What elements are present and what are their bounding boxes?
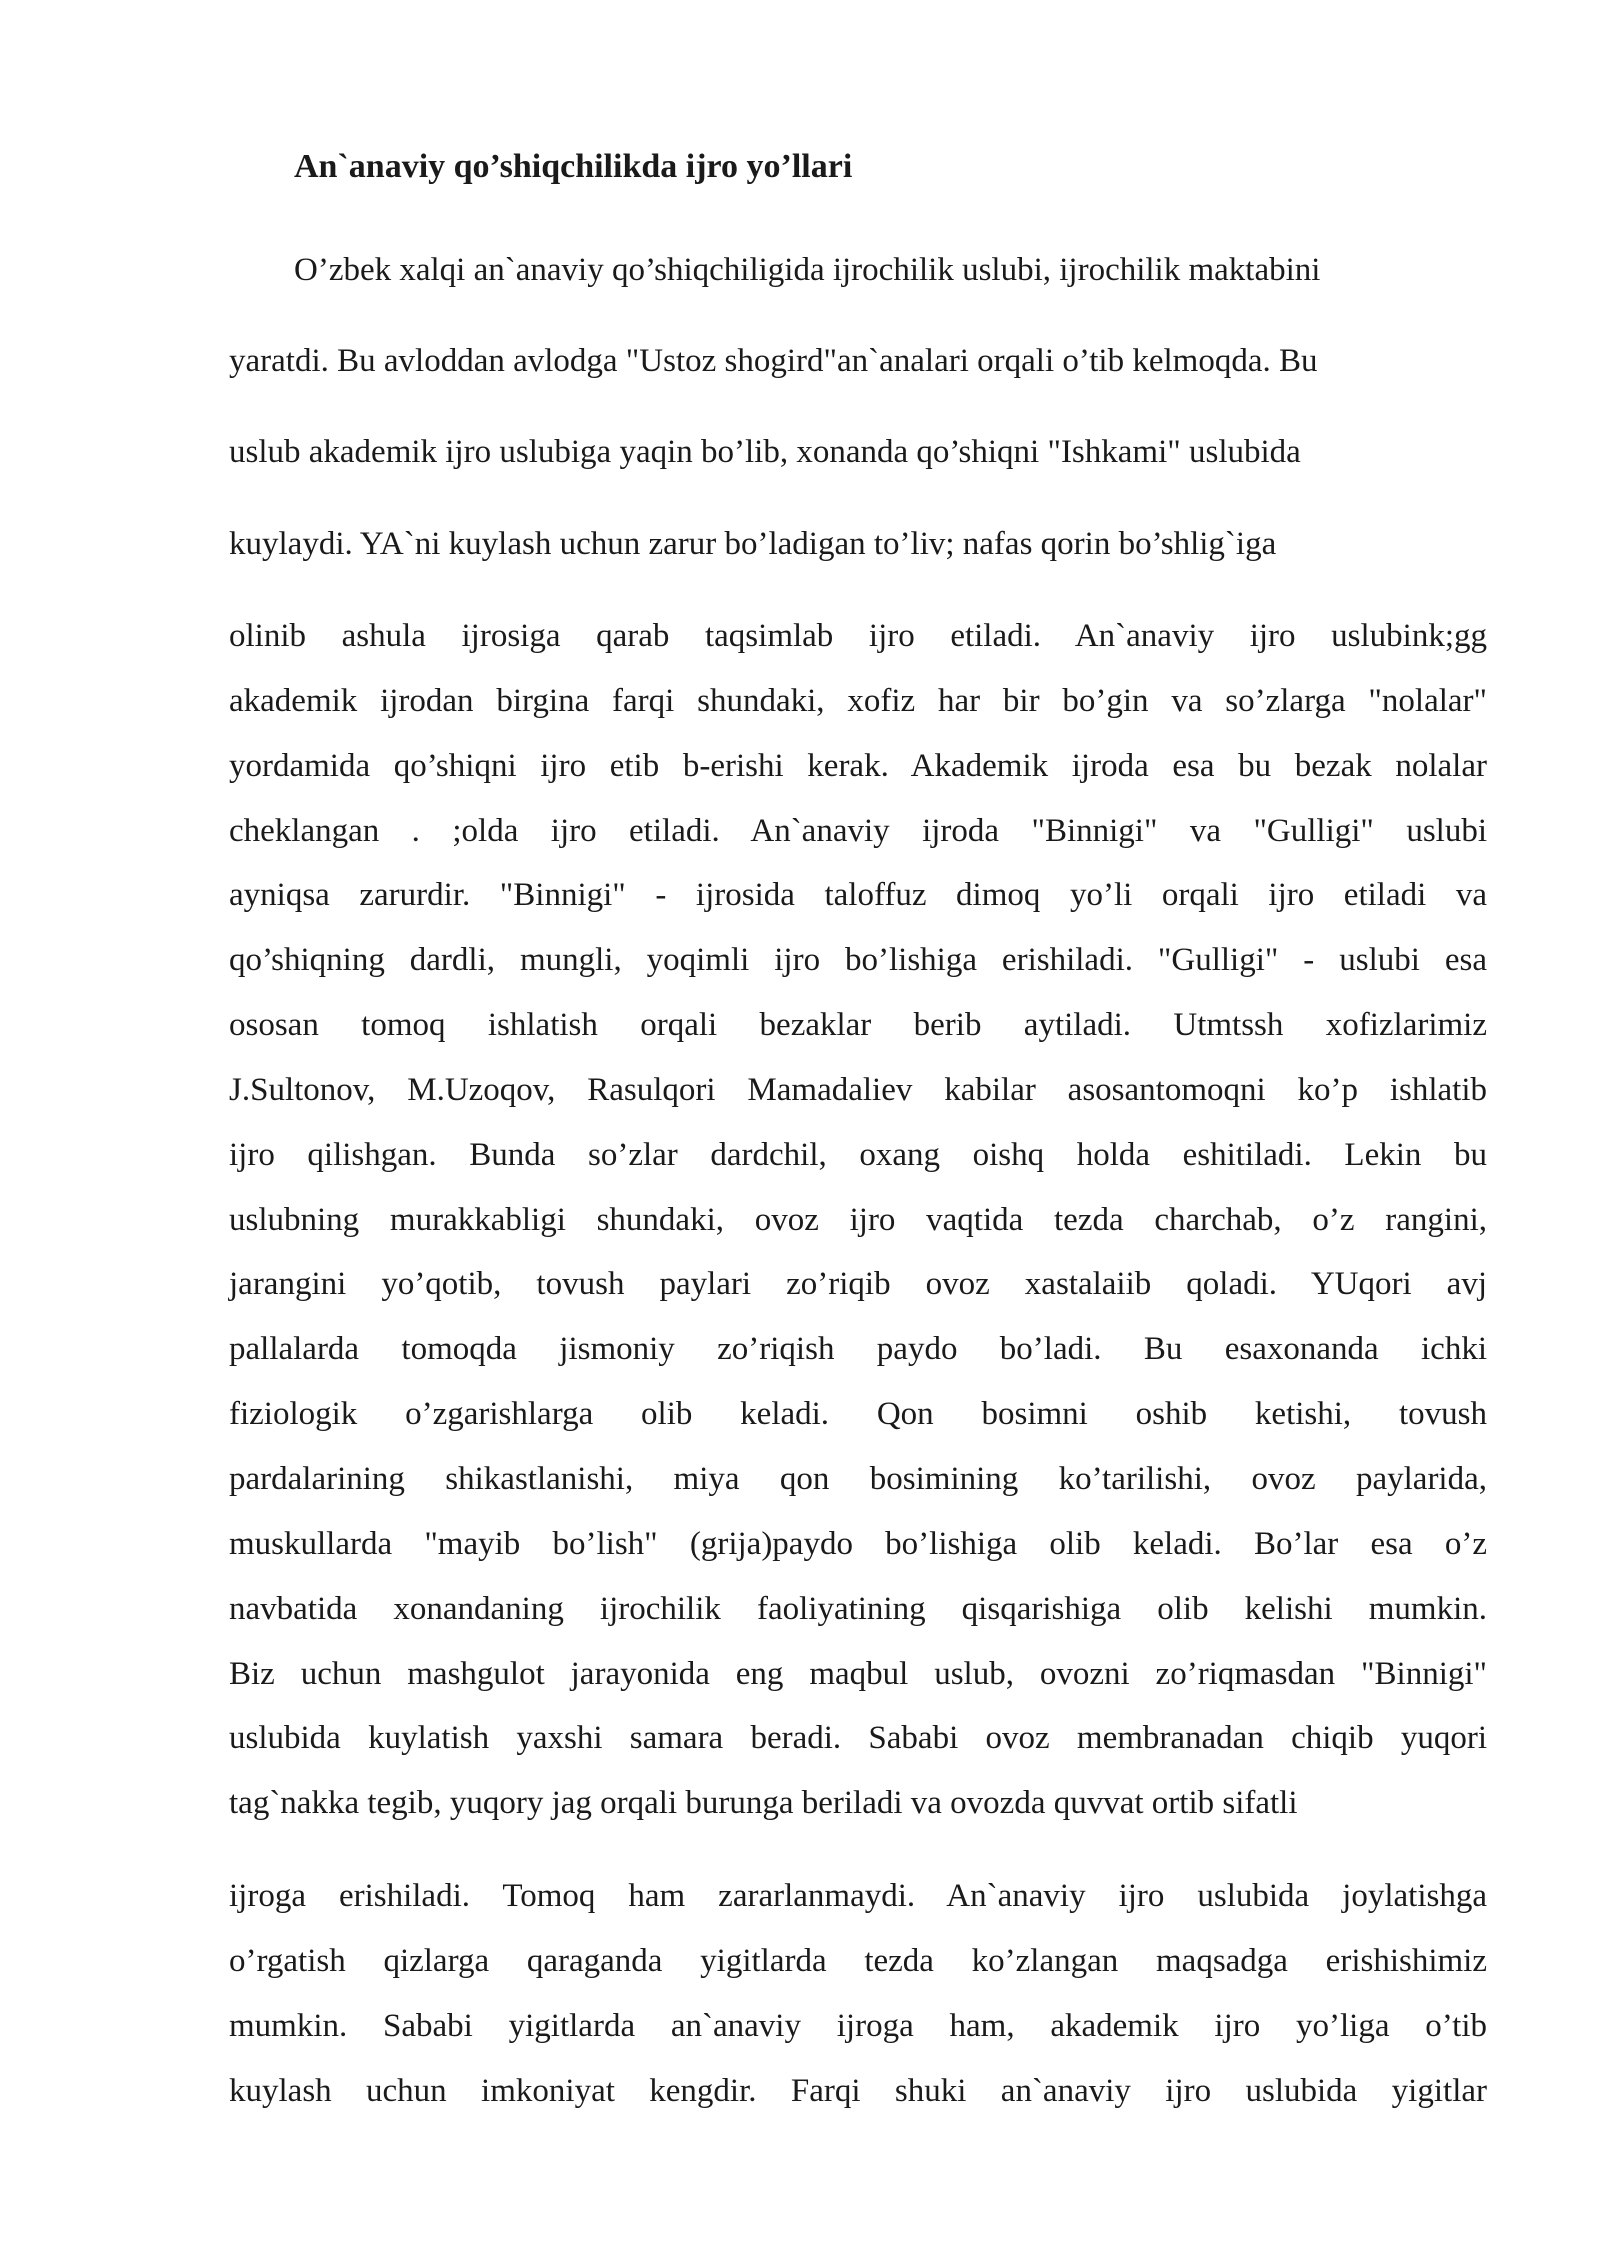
paragraph-line: yordamida qo’shiqni ijro etib b-erishi kerak. Akademik ijroda esa bu bezak nolalar [229,748,1487,784]
paragraph-line: tag`nakka tegib, yuqory jag orqali burunga beriladi va ovozda quvvat ortib sifatli [229,1785,1298,1821]
paragraph-line: cheklangan . ;olda ijro etiladi. An`anaviy ijroda "Binnigi" va "Gulligi" uslubi [229,813,1487,849]
paragraph-line: ososan tomoq ishlatish orqali bezaklar berib aytiladi. Utmtssh xofizlarimiz [229,1007,1487,1043]
paragraph-line: ijro qilishgan. Bunda so’zlar dardchil, oxang oishq holda eshitiladi. Lekin bu [229,1137,1487,1173]
paragraph-line: fiziologik o’zgarishlarga olib keladi. Qon bosimni oshib ketishi, tovush [229,1396,1487,1432]
paragraph-line: muskullarda "mayib bo’lish" (grija)paydo bo’lishiga olib keladi. Bo’lar esa o’z [229,1526,1487,1562]
paragraph-line: kuylaydi. YA`ni kuylash uchun zarur bo’ladigan to’liv; nafas qorin bo’shlig`iga [229,526,1277,562]
paragraph-line: akademik ijrodan birgina farqi shundaki, xofiz har bir bo’gin va so’zlarga "nolalar" [229,683,1487,719]
paragraph-line: yaratdi. Bu avloddan avlodga "Ustoz shogird"an`analari orqali o’tib kelmoqda. Bu [229,343,1318,379]
paragraph-line: Biz uchun mashgulot jarayonida eng maqbul uslub, ovozni zo’riqmasdan "Binnigi" [229,1656,1487,1692]
paragraph-line: uslub akademik ijro uslubiga yaqin bo’lib, xonanda qo’shiqni "Ishkami" uslubida [229,434,1301,470]
paragraph-line: ayniqsa zarurdir. "Binnigi" - ijrosida taloffuz dimoq yo’li orqali ijro etiladi va [229,877,1487,913]
paragraph-line: kuylash uchun imkoniyat kengdir. Farqi shuki an`anaviy ijro uslubida yigitlar [229,2073,1487,2109]
paragraph-line: jarangini yo’qotib, tovush paylari zo’riqib ovoz xastalaiib qoladi. YUqori avj [229,1266,1487,1302]
paragraph-line: pardalarining shikastlanishi, miya qon bosimining ko’tarilishi, ovoz paylarida, [229,1461,1487,1497]
paragraph-line: qo’shiqning dardli, mungli, yoqimli ijro bo’lishiga erishiladi. "Gulligi" - uslubi esa [229,942,1487,978]
paragraph-line: ijroga erishiladi. Tomoq ham zararlanmaydi. An`anaviy ijro uslubida joylatishga [229,1878,1487,1914]
paragraph-line: navbatida xonandaning ijrochilik faoliyatining qisqarishiga olib kelishi mumkin. [229,1591,1487,1627]
paragraph-line: J.Sultonov, M.Uzoqov, Rasulqori Mamadaliev kabilar asosantomoqni ko’p ishlatib [229,1072,1487,1108]
paragraph-line: O’zbek xalqi an`anaviy qo’shiqchiligida ijrochilik uslubi, ijrochilik maktabini [294,252,1321,288]
paragraph-line: pallalarda tomoqda jismoniy zo’riqish paydo bo’ladi. Bu esaxonanda ichki [229,1331,1487,1367]
paragraph-line: uslubning murakkabligi shundaki, ovoz ijro vaqtida tezda charchab, o’z rangini, [229,1202,1487,1238]
paragraph-line: uslubida kuylatish yaxshi samara beradi. Sababi ovoz membranadan chiqib yuqori [229,1720,1487,1756]
paragraph-line: o’rgatish qizlarga qaraganda yigitlarda tezda ko’zlangan maqsadga erishishimiz [229,1943,1487,1979]
document-title: An`anaviy qo’shiqchilikda ijro yo’llari [294,148,853,185]
paragraph-line: olinib ashula ijrosiga qarab taqsimlab ijro etiladi. An`anaviy ijro uslubink;gg [229,618,1487,654]
paragraph-line: mumkin. Sababi yigitlarda an`anaviy ijroga ham, akademik ijro yo’liga o’tib [229,2008,1487,2044]
